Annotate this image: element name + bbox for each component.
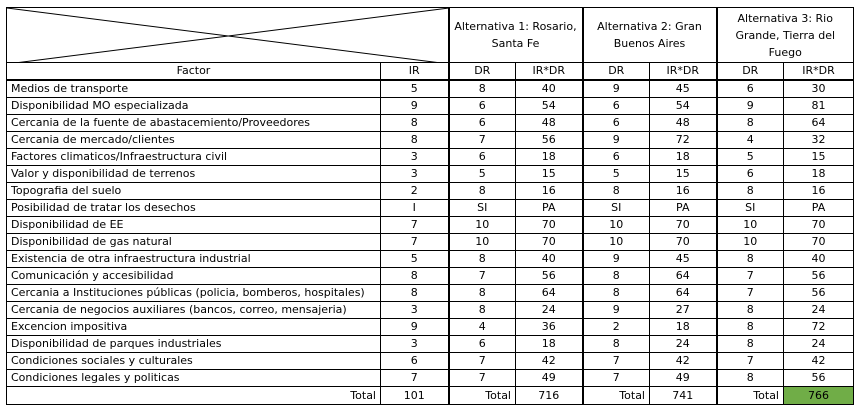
table-row	[7, 200, 854, 217]
cell-a1-dr: 10	[449, 217, 516, 234]
cell-a2-dr: 8	[583, 183, 650, 200]
cell-a1-irdr: 70	[516, 234, 583, 251]
cell-a3-irdr: 56	[784, 268, 854, 285]
a1-irdr-column-header: IR*DR	[516, 63, 583, 81]
cell-a3-irdr: 24	[784, 302, 854, 319]
cell-ir: I	[381, 200, 449, 217]
cell-a2-dr: 10	[583, 217, 650, 234]
cell-a2-irdr: 45	[650, 80, 717, 98]
cell-a3-irdr: 70	[784, 217, 854, 234]
cell-factor: Cercania de mercado/clientes	[7, 132, 381, 149]
cell-a2-irdr: 16	[650, 183, 717, 200]
cell-a1-irdr: 49	[516, 370, 583, 387]
cell-a3-dr: 4	[717, 132, 784, 149]
cell-a1-dr: 6	[449, 149, 516, 166]
cell-ir: 6	[381, 353, 449, 370]
cell-ir: 8	[381, 115, 449, 132]
cell-a2-dr: 6	[583, 98, 650, 115]
cell-a3-irdr: 16	[784, 183, 854, 200]
cell-a1-irdr: 18	[516, 336, 583, 353]
cell-a1-irdr: PA	[516, 200, 583, 217]
cell-a3-irdr: 42	[784, 353, 854, 370]
cell-a3-irdr: 72	[784, 319, 854, 336]
cell-a3-dr: 7	[717, 268, 784, 285]
cell-a2-dr: 5	[583, 166, 650, 183]
table-row	[7, 98, 854, 115]
cell-a3-dr: 8	[717, 370, 784, 387]
table-row	[7, 217, 854, 234]
table-row	[7, 115, 854, 132]
column-header-row	[7, 63, 854, 81]
cell-factor: Posibilidad de tratar los desechos	[7, 200, 381, 217]
cell-a2-irdr: 48	[650, 115, 717, 132]
cell-factor: Cercania de negocios auxiliares (bancos, correo, mensajeria)	[7, 302, 381, 319]
cell-a2-dr: 7	[583, 370, 650, 387]
cell-a3-dr: 8	[717, 183, 784, 200]
cell-a1-irdr: 18	[516, 149, 583, 166]
cell-a1-irdr: 54	[516, 98, 583, 115]
a3-dr-column-header: DR	[717, 63, 784, 81]
cell-a3-irdr: 30	[784, 80, 854, 98]
cell-a1-irdr: 24	[516, 302, 583, 319]
cell-a2-dr: 2	[583, 319, 650, 336]
cell-a2-irdr: 70	[650, 234, 717, 251]
cell-a2-irdr: 18	[650, 149, 717, 166]
cell-a3-dr: 6	[717, 80, 784, 98]
table-row	[7, 234, 854, 251]
cell-ir: 8	[381, 268, 449, 285]
cell-factor: Condiciones legales y politicas	[7, 370, 381, 387]
table-row	[7, 80, 854, 98]
cell-ir: 9	[381, 319, 449, 336]
cell-factor: Medios de transporte	[7, 80, 381, 98]
cell-a3-irdr: 70	[784, 234, 854, 251]
cell-a1-dr: 7	[449, 268, 516, 285]
cell-a2-irdr: 15	[650, 166, 717, 183]
total-alternative-1: 716	[516, 387, 583, 405]
ir-column-header: IR	[381, 63, 449, 81]
cell-a1-dr: 4	[449, 319, 516, 336]
table-row	[7, 285, 854, 302]
total-ir: 101	[381, 387, 449, 405]
cell-a1-irdr: 36	[516, 319, 583, 336]
cell-ir: 8	[381, 132, 449, 149]
cell-a2-dr: 8	[583, 268, 650, 285]
cell-a2-dr: 7	[583, 353, 650, 370]
cell-factor: Cercania de la fuente de abastacemiento/Proveedores	[7, 115, 381, 132]
cell-factor: Factores climaticos/Infraestructura civil	[7, 149, 381, 166]
cell-a2-irdr: 70	[650, 217, 717, 234]
cell-ir: 8	[381, 285, 449, 302]
table-row	[7, 302, 854, 319]
cell-a3-dr: 6	[717, 166, 784, 183]
cell-a1-dr: 6	[449, 336, 516, 353]
cell-a3-dr: 8	[717, 319, 784, 336]
cell-a1-dr: 8	[449, 251, 516, 268]
cell-a3-dr: 8	[717, 336, 784, 353]
table-row	[7, 183, 854, 200]
total-alternative-3: 766	[784, 387, 854, 405]
cell-a1-irdr: 56	[516, 132, 583, 149]
cell-a3-dr: 9	[717, 98, 784, 115]
cell-factor: Valor y disponibilidad de terrenos	[7, 166, 381, 183]
cell-a1-dr: 8	[449, 302, 516, 319]
a3-irdr-column-header: IR*DR	[784, 63, 854, 81]
cell-a3-dr: 7	[717, 285, 784, 302]
cell-a1-irdr: 70	[516, 217, 583, 234]
cell-ir: 3	[381, 166, 449, 183]
factor-column-header: Factor	[7, 63, 381, 81]
cell-a2-irdr: 27	[650, 302, 717, 319]
table-row	[7, 251, 854, 268]
total-label: Total	[717, 387, 784, 405]
total-label: Total	[583, 387, 650, 405]
cell-a2-irdr: 54	[650, 98, 717, 115]
cell-a1-dr: 7	[449, 132, 516, 149]
cell-a2-dr: 9	[583, 302, 650, 319]
a2-dr-column-header: DR	[583, 63, 650, 81]
a1-dr-column-header: DR	[449, 63, 516, 81]
cell-a3-dr: 10	[717, 234, 784, 251]
cell-a2-dr: 8	[583, 285, 650, 302]
cell-a2-irdr: 64	[650, 285, 717, 302]
cell-a2-dr: 6	[583, 115, 650, 132]
table-row	[7, 166, 854, 183]
cell-a2-irdr: 42	[650, 353, 717, 370]
cell-a2-dr: 8	[583, 336, 650, 353]
cell-ir: 2	[381, 183, 449, 200]
cell-ir: 7	[381, 234, 449, 251]
cell-ir: 7	[381, 217, 449, 234]
cell-factor: Disponibilidad de parques industriales	[7, 336, 381, 353]
cell-ir: 3	[381, 149, 449, 166]
cell-factor: Disponibilidad de EE	[7, 217, 381, 234]
cell-factor: Cercania a Instituciones públicas (policia, bomberos, hospitales)	[7, 285, 381, 302]
cell-a1-irdr: 56	[516, 268, 583, 285]
cell-a3-irdr: 56	[784, 285, 854, 302]
cell-a3-irdr: 40	[784, 251, 854, 268]
cell-a2-irdr: 64	[650, 268, 717, 285]
cell-a1-irdr: 42	[516, 353, 583, 370]
table-row	[7, 353, 854, 370]
cell-ir: 3	[381, 302, 449, 319]
cell-a1-dr: 6	[449, 115, 516, 132]
cell-a2-irdr: 49	[650, 370, 717, 387]
cell-factor: Disponibilidad de gas natural	[7, 234, 381, 251]
cell-a1-irdr: 40	[516, 251, 583, 268]
cell-a1-dr: 5	[449, 166, 516, 183]
cell-a1-irdr: 64	[516, 285, 583, 302]
cell-a2-irdr: 18	[650, 319, 717, 336]
cell-a3-dr: 8	[717, 302, 784, 319]
total-alternative-2: 741	[650, 387, 717, 405]
table-row	[7, 370, 854, 387]
cell-a3-irdr: 56	[784, 370, 854, 387]
cell-ir: 7	[381, 370, 449, 387]
cell-a3-irdr: 18	[784, 166, 854, 183]
total-label: Total	[7, 387, 381, 405]
cell-a1-dr: 8	[449, 285, 516, 302]
cell-a1-irdr: 15	[516, 166, 583, 183]
cell-a3-dr: 8	[717, 251, 784, 268]
cell-a3-irdr: PA	[784, 200, 854, 217]
cell-a2-dr: 9	[583, 80, 650, 98]
cell-factor: Condiciones sociales y culturales	[7, 353, 381, 370]
cell-a1-irdr: 16	[516, 183, 583, 200]
crossed-corner-cell	[7, 8, 449, 63]
alternatives-header-row	[7, 8, 854, 63]
cell-ir: 5	[381, 80, 449, 98]
cell-a3-dr: 7	[717, 353, 784, 370]
cell-factor: Comunicación y accesibilidad	[7, 268, 381, 285]
cell-ir: 5	[381, 251, 449, 268]
total-label: Total	[449, 387, 516, 405]
table-row	[7, 149, 854, 166]
cell-a2-dr: 10	[583, 234, 650, 251]
cell-a2-dr: 6	[583, 149, 650, 166]
cell-a3-irdr: 32	[784, 132, 854, 149]
cell-a1-irdr: 48	[516, 115, 583, 132]
cell-a2-irdr: PA	[650, 200, 717, 217]
cell-a2-irdr: 24	[650, 336, 717, 353]
a2-irdr-column-header: IR*DR	[650, 63, 717, 81]
cell-a3-irdr: 81	[784, 98, 854, 115]
alternative-1-header: Alternativa 1: Rosario, Santa Fe	[449, 8, 583, 63]
cell-a3-irdr: 24	[784, 336, 854, 353]
cell-a1-dr: 6	[449, 98, 516, 115]
cross-lines-icon	[7, 8, 449, 63]
cell-a1-dr: 7	[449, 370, 516, 387]
cell-factor: Disponibilidad MO especializada	[7, 98, 381, 115]
alternative-3-header: Alternativa 3: Rio Grande, Tierra del Fuego	[717, 8, 854, 63]
cell-a2-irdr: 72	[650, 132, 717, 149]
cell-a3-dr: SI	[717, 200, 784, 217]
totals-row	[7, 387, 854, 405]
cell-factor: Existencia de otra infraestructura industrial	[7, 251, 381, 268]
cell-a1-dr: SI	[449, 200, 516, 217]
alternative-2-header: Alternativa 2: Gran Buenos Aires	[583, 8, 717, 63]
cell-a1-dr: 7	[449, 353, 516, 370]
cell-a2-irdr: 45	[650, 251, 717, 268]
cell-a2-dr: 9	[583, 132, 650, 149]
cell-a1-irdr: 40	[516, 80, 583, 98]
cell-a1-dr: 8	[449, 80, 516, 98]
table-row	[7, 268, 854, 285]
cell-a3-dr: 10	[717, 217, 784, 234]
cell-a3-irdr: 15	[784, 149, 854, 166]
cell-a2-dr: 9	[583, 251, 650, 268]
table-row	[7, 336, 854, 353]
factor-rating-table	[6, 7, 854, 405]
cell-ir: 3	[381, 336, 449, 353]
cell-a3-dr: 5	[717, 149, 784, 166]
cell-a1-dr: 8	[449, 183, 516, 200]
cell-a1-dr: 10	[449, 234, 516, 251]
table-row	[7, 319, 854, 336]
cell-a3-dr: 8	[717, 115, 784, 132]
cell-a2-dr: SI	[583, 200, 650, 217]
cell-factor: Topografia del suelo	[7, 183, 381, 200]
cell-ir: 9	[381, 98, 449, 115]
table-row	[7, 132, 854, 149]
cell-a3-irdr: 64	[784, 115, 854, 132]
cell-factor: Excencion impositiva	[7, 319, 381, 336]
